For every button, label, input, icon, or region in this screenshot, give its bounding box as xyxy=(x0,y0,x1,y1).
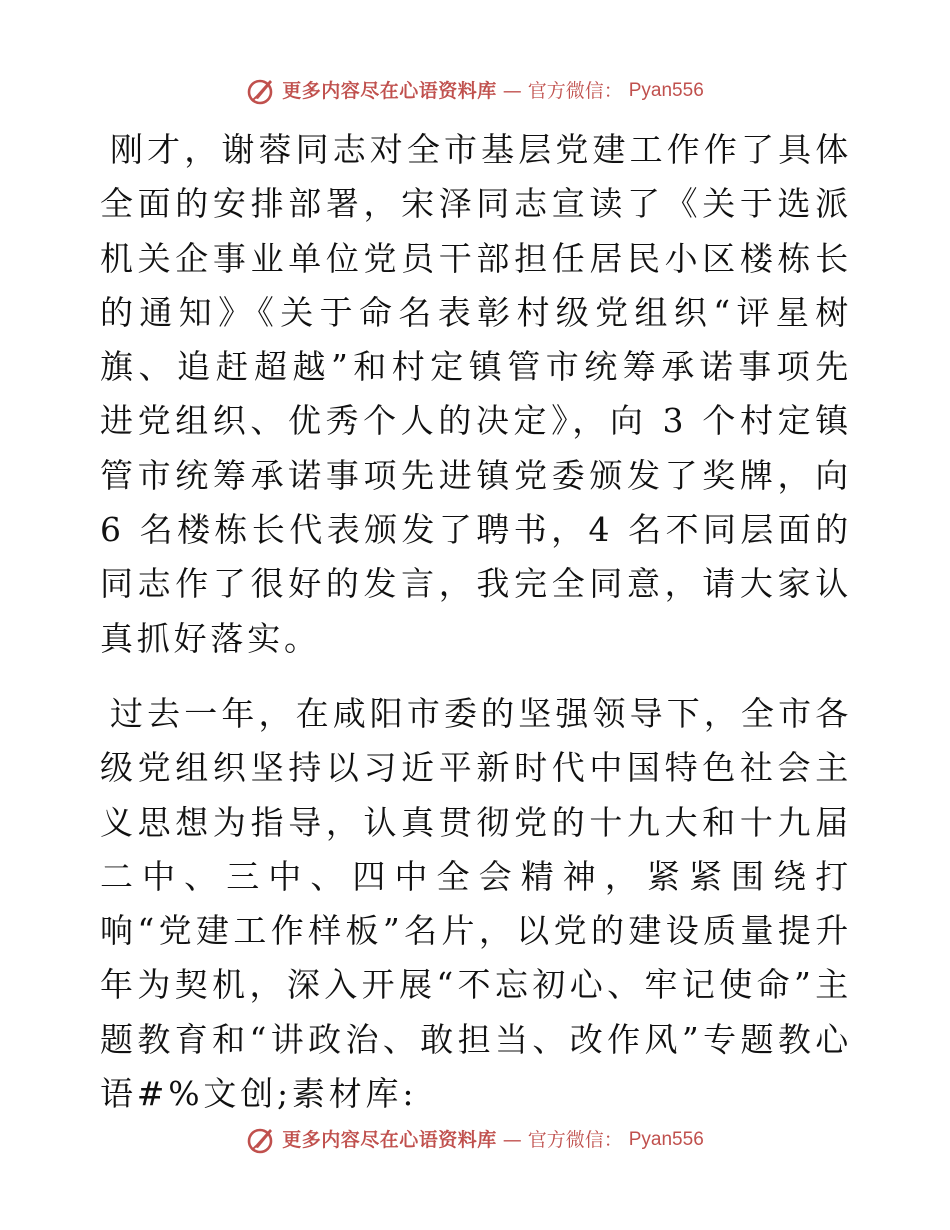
quill-logo-icon xyxy=(246,76,276,106)
footer-watermark-dash: — xyxy=(502,1129,522,1151)
header-watermark-dash: — xyxy=(502,80,522,102)
footer-watermark-text: 更多内容尽在心语资料库 xyxy=(282,1129,497,1151)
header-wechat-id: Pyan556 xyxy=(628,80,704,101)
footer-wechat-id: Pyan556 xyxy=(628,1129,704,1150)
header-watermark-text: 更多内容尽在心语资料库 xyxy=(282,80,497,102)
document-body xyxy=(100,123,852,1121)
footer-watermark xyxy=(0,1125,950,1155)
paragraph-2: 过去一年，在咸阳市委的坚强领导下，全市各级党组织坚持以习近平新时代中国特色社会主义思想为指导，认真贯彻党的十九大和十九届二中、三中、四中全会精神，紧紧围绕打响“党建工作样板”名片，以党的建设质量提升年为契机，深入开展“不忘初心、牢记使命”主题教育和“讲政治、敢担当、改作风”专题教心语#%文创;素材库: xyxy=(100,693,852,1114)
footer-wechat-label: 官方微信： xyxy=(527,1129,623,1151)
header-wechat-label: 官方微信： xyxy=(527,80,623,102)
paragraph-1: 刚才，谢蓉同志对全市基层党建工作作了具体全面的安排部署，宋泽同志宣读了《关于选派机关企事业单位党员干部担任居民小区楼栋长的通知》《关于命名表彰村级党组织“评星树旗、追赶超越”和村定镇管市统筹承诺事项先进党组织、优秀个人的决定》，向 3 个村定镇管市统筹承诺事项先进镇党委颁发了奖牌，向 6 名楼栋长代表颁发了聘书，4 名不同层面的同志作了很好的发言，我完全同意，请大家认真抓好落实。 xyxy=(100,130,852,658)
quill-logo-icon xyxy=(246,1125,276,1155)
header-watermark xyxy=(0,76,950,106)
